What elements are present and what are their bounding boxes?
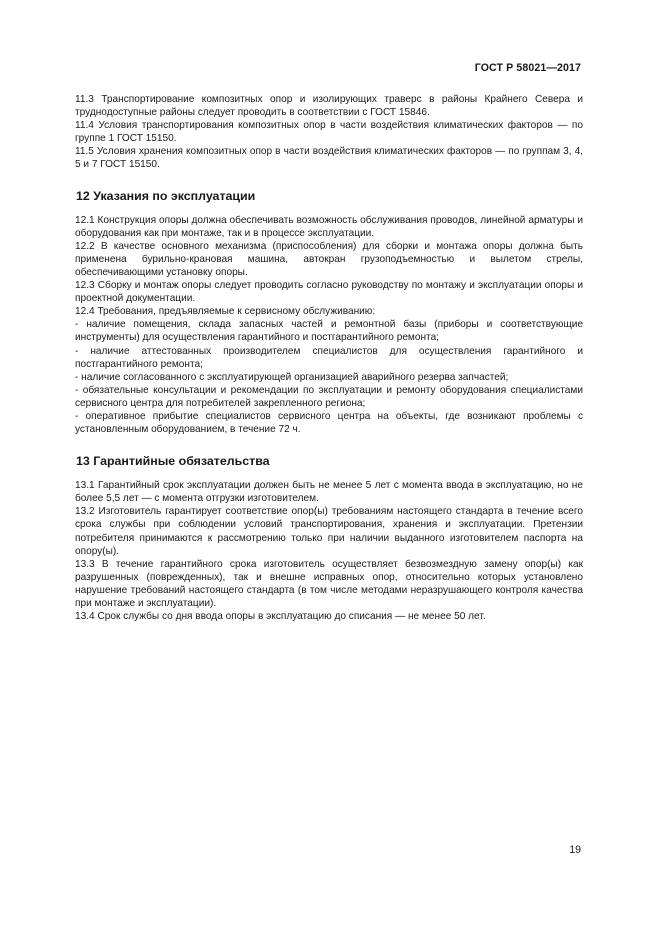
paragraph-12-3: 12.3 Сборку и монтаж опоры следует проводить согласно руководству по монтажу и эксплуатации опоры и проектной документации. — [75, 280, 583, 305]
paragraph-13-2: 13.2 Изготовитель гарантирует соответствие опор(ы) требованиям настоящего стандарта в течение всего срока службы при соблюдении условий транспортирования, хранения и эксплуатации. Претензии потребителя принимаются к рассмотрению только при наличии выданного изготовителем паспорта на опору(ы). — [75, 506, 583, 557]
paragraph-11-4: 11.4 Условия транспортирования композитных опор в части воздействия климатических факторов — по группе 1 ГОСТ 15150. — [75, 120, 583, 145]
list-item: - наличие помещения, склада запасных частей и ремонтной базы (приборы и соответствующие инструменты) для осуществления гарантийного и постгарантийного ремонта; — [75, 319, 583, 344]
list-item: - оперативное прибытие специалистов сервисного центра на объекты, где возникают проблемы с установленным оборудованием, в течение 72 ч. — [75, 410, 583, 436]
section-title: 12 Указания по эксплуатации — [76, 188, 256, 203]
page-number: 19 — [569, 844, 581, 856]
section-11 — [76, 93, 583, 172]
section-12 — [76, 189, 583, 437]
section-title: 13 Гарантийные обязательства — [76, 454, 270, 469]
paragraph-13-4: 13.4 Срок службы со дня ввода опоры в эксплуатацию до списания — не менее 50 лет. — [75, 611, 486, 623]
paragraph-13-3: 13.3 В течение гарантийного срока изготовитель осуществляет безвозмездную замену опор(ы) как разрушенных (поврежденных), так и внешне исправных опор, относительно которых установлено нарушение требований настоящего стандарта (в том числе методами неразрушающего контроля качества при монтаже и эксплуатации). — [75, 558, 583, 609]
paragraph-11-5: 11.5 Условия хранения композитных опор в части воздействия климатических факторов — по группам 3, 4, 5 и 7 ГОСТ 15150. — [75, 146, 583, 171]
paragraph-13-1: 13.1 Гарантийный срок эксплуатации должен быть не менее 5 лет с момента ввода в эксплуатацию, но не более 5,5 лет — с момента отгрузки изготовителем. — [75, 480, 583, 505]
paragraph-11-3: 11.3 Транспортирование композитных опор и изолирующих траверс в районы Крайнего Севера и труднодоступные районы следует проводить в соответствии с ГОСТ 15846. — [75, 94, 583, 119]
paragraph-12-4: 12.4 Требования, предъявляемые к сервисному обслуживанию: — [75, 306, 376, 318]
list-item: - наличие аттестованных производителем специалистов для осуществления гарантийного и постгарантийного ремонта; — [75, 345, 583, 370]
paragraph-12-2: 12.2 В качестве основного механизма (приспособления) для сборки и монтажа опоры должна быть применена бурильно-крановая машина, автокран грузоподъемностью и вылетом стрелы, обеспечивающими установку опоры. — [75, 240, 583, 278]
list-item: - наличие согласованного с эксплуатирующей организацией аварийного резерва запчастей; — [75, 371, 509, 383]
document-code: ГОСТ Р 58021—2017 — [474, 62, 581, 74]
paragraph-12-1: 12.1 Конструкция опоры должна обеспечивать возможность обслуживания проводов, линейной арматуры и оборудования как при монтаже, так и в процессе эксплуатации. — [75, 214, 583, 239]
document-body — [76, 93, 583, 623]
list-item: - обязательные консультации и рекомендации по эксплуатации и ремонту оборудования специалистами сервисного центра для потребителей закрепленного региона; — [75, 384, 583, 409]
section-13 — [76, 454, 583, 623]
